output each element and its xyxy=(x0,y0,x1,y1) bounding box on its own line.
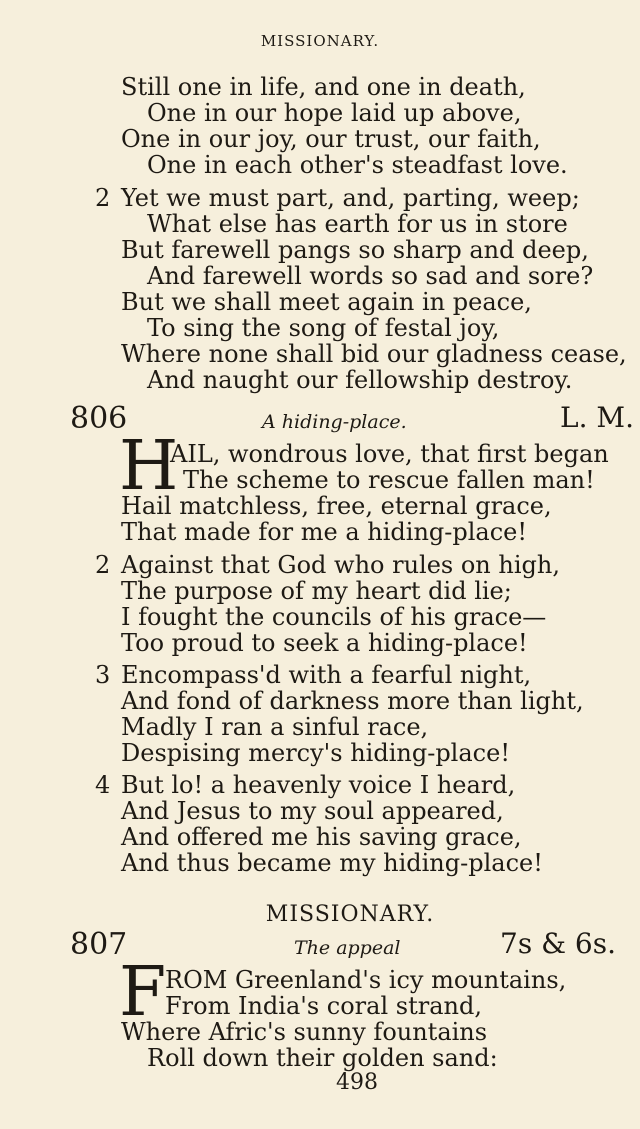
verse-line: And Jesus to my soul appeared, xyxy=(121,797,504,825)
verse-line: And thus became my hiding-place! xyxy=(121,849,543,877)
hymn-title: The appeal xyxy=(294,937,401,959)
verse-line: But farewell pangs so sharp and deep, xyxy=(121,236,589,264)
verse-line: Madly I ran a sinful race, xyxy=(121,713,429,741)
verse-line: And farewell words so sad and sore? xyxy=(147,262,594,290)
verse-line: From India's coral strand, xyxy=(165,992,482,1020)
verse-line: The purpose of my heart did lie; xyxy=(121,577,512,605)
hymn-number: 807 xyxy=(70,927,128,962)
stanza-number: 2 xyxy=(95,184,111,212)
verse-line: I fought the councils of his grace— xyxy=(121,603,547,631)
verse-line: Where none shall bid our gladness cease, xyxy=(121,340,627,368)
verse-line: What else has earth for us in store xyxy=(147,210,568,238)
verse-line: That made for me a hiding-place! xyxy=(121,518,528,546)
verse-line: Despising mercy's hiding-place! xyxy=(121,739,510,767)
hymn-meter: L. M. xyxy=(560,401,634,434)
verse-line: And fond of darkness more than light, xyxy=(121,687,584,715)
stanza-number: 3 xyxy=(95,661,111,689)
verse-line: One in our joy, our trust, our faith, xyxy=(121,125,541,153)
stanza-number: 4 xyxy=(95,771,111,799)
verse-line: One in our hope laid up above, xyxy=(147,99,522,127)
hymn-number: 806 xyxy=(70,401,128,436)
verse-line: ROM Greenland's icy mountains, xyxy=(165,966,567,994)
verse-line: Still one in life, and one in death, xyxy=(121,73,526,101)
verse-line: To sing the song of festal joy, xyxy=(147,314,500,342)
verse-line: AIL, wondrous love, that first began xyxy=(170,440,609,468)
drop-cap: F xyxy=(119,953,167,1032)
verse-line: But lo! a heavenly voice I heard, xyxy=(121,771,516,799)
verse-line: The scheme to rescue fallen man! xyxy=(183,466,595,494)
verse-line: Hail matchless, free, eternal grace, xyxy=(121,492,552,520)
verse-line: One in each other's steadfast love. xyxy=(147,151,568,179)
drop-cap: H xyxy=(119,427,179,506)
verse-line: Roll down their golden sand: xyxy=(147,1044,498,1072)
verse-line: And offered me his saving grace, xyxy=(121,823,522,851)
stanza-number: 2 xyxy=(95,551,111,579)
verse-line: Too proud to seek a hiding-place! xyxy=(121,629,528,657)
verse-line: Encompass'd with a fearful night, xyxy=(121,661,532,689)
hymn-meter: 7s & 6s. xyxy=(500,927,616,960)
verse-line: But we shall meet again in peace, xyxy=(121,288,532,316)
hymn-title: A hiding-place. xyxy=(262,411,407,433)
verse-line: Where Afric's sunny fountains xyxy=(121,1018,488,1046)
page-number: 498 xyxy=(336,1070,378,1095)
verse-line: Against that God who rules on high, xyxy=(121,551,560,579)
verse-line: Yet we must part, and, parting, weep; xyxy=(121,184,580,212)
verse-line: And naught our fellowship destroy. xyxy=(147,366,573,394)
running-head: MISSIONARY. xyxy=(260,32,380,50)
section-heading: MISSIONARY. xyxy=(265,902,435,927)
